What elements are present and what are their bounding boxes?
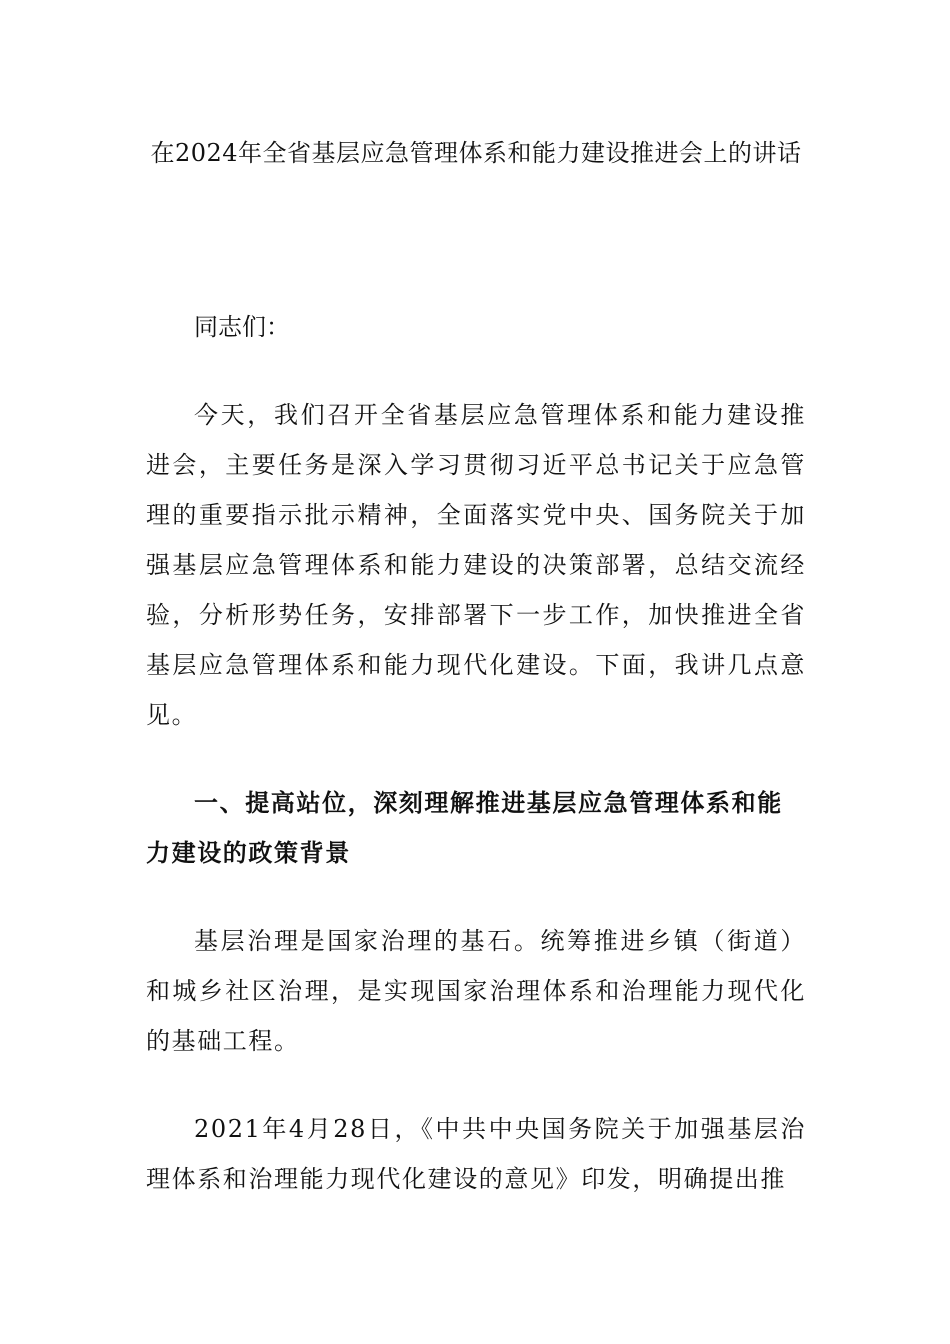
section-heading: 一、提高站位，深刻理解推进基层应急管理体系和能力建设的政策背景 xyxy=(146,788,783,867)
document-title: 在2024年全省基层应急管理体系和能力建设推进会上的讲话 xyxy=(150,139,802,167)
document-body xyxy=(146,128,806,1204)
paragraph-2021-opinion: 2021年4月28日，《中共中央国务院关于加强基层治理体系和治理能力现代化建设的意见》印发，明确提出推 xyxy=(146,1115,806,1193)
paragraph-intro: 今天，我们召开全省基层应急管理体系和能力建设推进会，主要任务是深入学习贯彻习近平总书记关于应急管理的重要指示批示精神，全面落实党中央、国务院关于加强基层应急管理体系和能力建设的决策部署，总结交流经验，分析形势任务，安排部署下一步工作，加快推进全省基层应急管理体系和能力现代化建设。下面，我讲几点意见。 xyxy=(146,401,806,729)
greeting: 同志们： xyxy=(194,313,290,341)
paragraph-governance: 基层治理是国家治理的基石。统筹推进乡镇（街道）和城乡社区治理，是实现国家治理体系和治理能力现代化的基础工程。 xyxy=(146,927,806,1055)
